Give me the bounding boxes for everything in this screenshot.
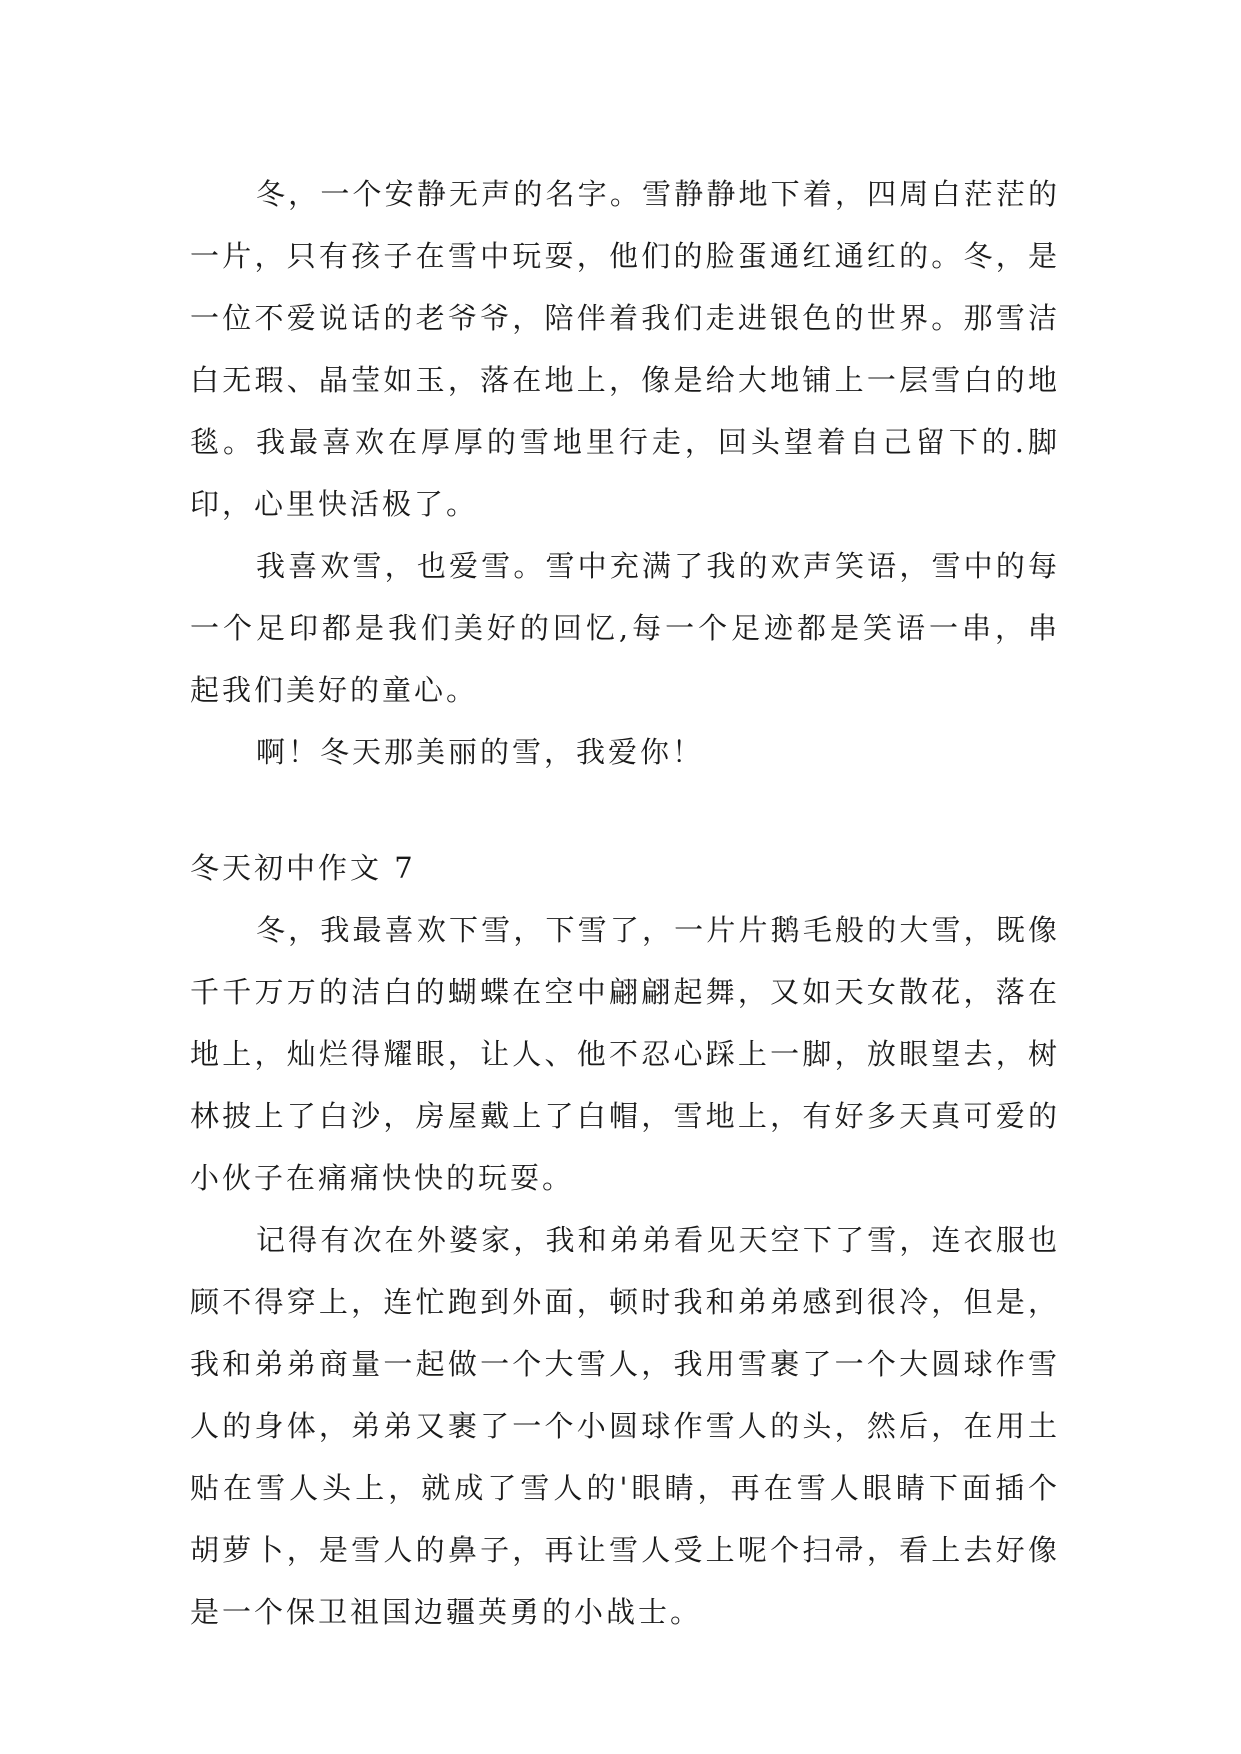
paragraph-exclamation: 啊！冬天那美丽的雪，我爱你！ [256,735,705,769]
paragraph-snowfall: 冬，我最喜欢下雪，下雪了，一片片鹅毛般的大雪，既像千千万万的洁白的蝴蝶在空中翩翩起舞，又如天女散花，落在地上，灿烂得耀眼，让人、他不忍心踩上一脚，放眼望去，树林披上了白沙，房屋戴上了白帽，雪地上，有好多天真可爱的小伙子在痛痛快快的玩耍。 [190,913,1060,1195]
section-gap [190,783,1060,837]
paragraph-winter-quiet: 冬，一个安静无声的名字。雪静静地下着，四周白茫茫的一片，只有孩子在雪中玩耍，他们的脸蛋通红通红的。冬，是一位不爱说话的老爷爷，陪伴着我们走进银色的世界。那雪洁白无瑕、晶莹如玉，落在地上，像是给大地铺上一层雪白的地毯。我最喜欢在厚厚的雪地里行走，回头望着自己留下的.脚印，心里快活极了。 [190,177,1060,521]
paragraph-love-snow: 我喜欢雪，也爱雪。雪中充满了我的欢声笑语，雪中的每一个足印都是我们美好的回忆,每一个足迹都是笑语一串，串起我们美好的童心。 [190,549,1060,707]
section-title: 冬天初中作文 7 [190,851,416,885]
paragraph-snowman: 记得有次在外婆家，我和弟弟看见天空下了雪，连衣服也顾不得穿上，连忙跑到外面，顿时我和弟弟感到很冷，但是，我和弟弟商量一起做一个大雪人，我用雪裹了一个大圆球作雪人的身体，弟弟又裹了一个小圆球作雪人的头，然后，在用土贴在雪人头上，就成了雪人的'眼睛，再在雪人眼睛下面插个胡萝卜，是雪人的鼻子，再让雪人受上呢个扫帚，看上去好像是一个保卫祖国边疆英勇的小战士。 [190,1223,1060,1629]
document-body [190,163,1060,1643]
